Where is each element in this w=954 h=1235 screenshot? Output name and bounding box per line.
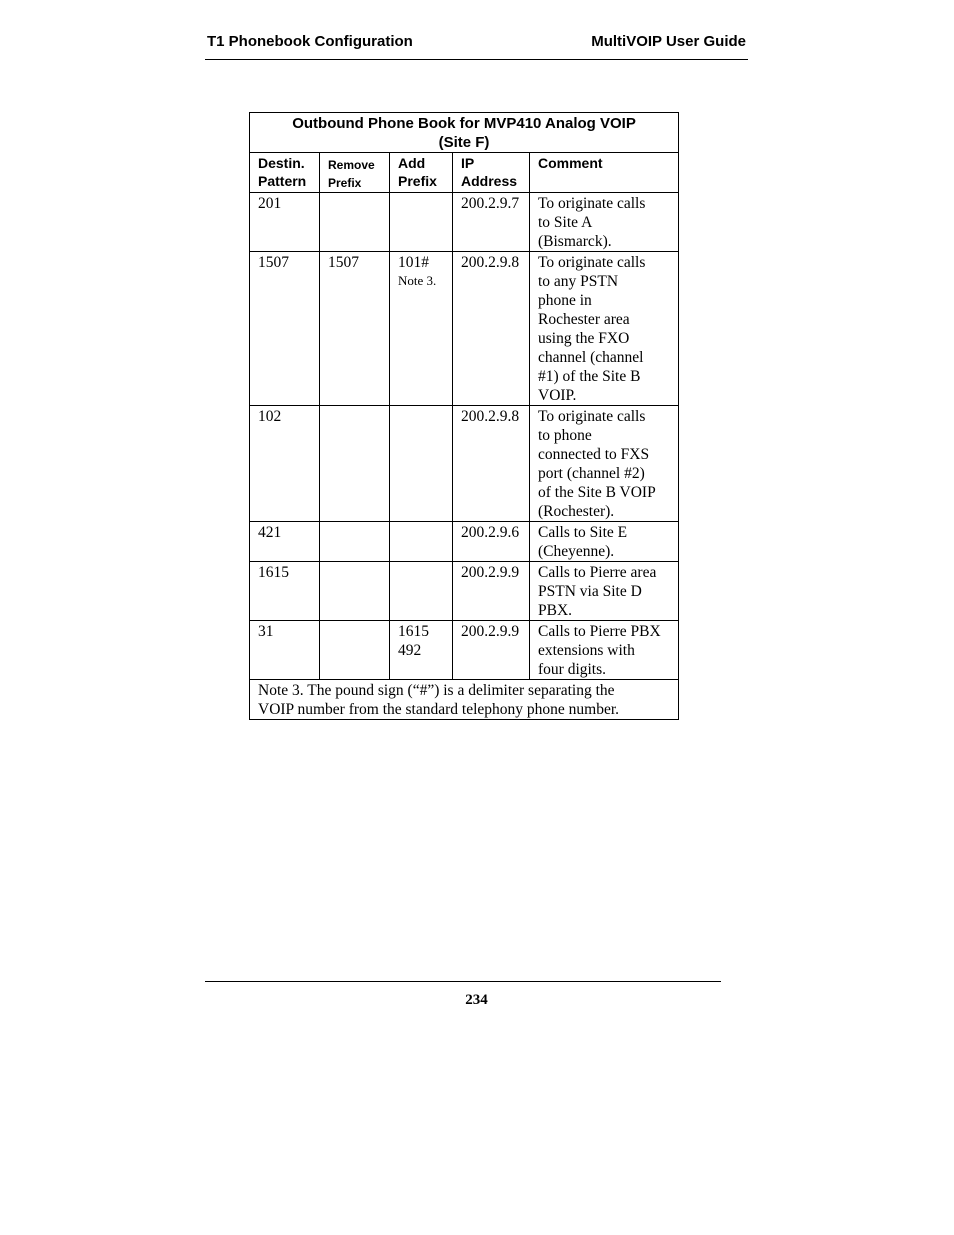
column-header-remove-prefix: Remove Prefix <box>320 153 390 193</box>
cell-ip: 200.2.9.9 <box>453 562 530 621</box>
cell-ip: 200.2.9.8 <box>453 252 530 406</box>
cell-ip: 200.2.9.9 <box>453 621 530 680</box>
note-reference: Note 3. <box>398 273 437 288</box>
cell-remove <box>320 193 390 252</box>
cell-ip: 200.2.9.7 <box>453 193 530 252</box>
cell-destin: 31 <box>250 621 320 680</box>
page-number: 234 <box>465 992 488 1008</box>
cell-remove <box>320 562 390 621</box>
table-row <box>250 562 679 621</box>
cell-destin: 421 <box>250 522 320 562</box>
cell-comment: Calls to Pierre PBX extensions with four digits. <box>530 621 679 680</box>
table-row <box>250 621 679 680</box>
cell-remove: 1507 <box>320 252 390 406</box>
cell-ip: 200.2.9.8 <box>453 406 530 522</box>
column-header-ip-address: IP Address <box>453 153 530 193</box>
table-title: Outbound Phone Book for MVP410 Analog VOIP (Site F) <box>250 113 679 153</box>
cell-destin: 102 <box>250 406 320 522</box>
table-row <box>250 252 679 406</box>
cell-remove <box>320 522 390 562</box>
column-header-comment: Comment <box>530 153 679 193</box>
cell-comment: Calls to Pierre area PSTN via Site D PBX. <box>530 562 679 621</box>
cell-add: 101# Note 3. <box>390 252 453 406</box>
cell-add <box>390 522 453 562</box>
cell-comment: To originate calls to Site A (Bismarck). <box>530 193 679 252</box>
cell-destin: 1615 <box>250 562 320 621</box>
table-header-row <box>250 153 679 193</box>
table-row <box>250 522 679 562</box>
cell-comment: To originate calls to phone connected to FXS port (channel #2) of the Site B VOIP (Rochester). <box>530 406 679 522</box>
table-footnote-row <box>250 680 679 720</box>
table-row <box>250 406 679 522</box>
cell-comment: Calls to Site E (Cheyenne). <box>530 522 679 562</box>
table-row <box>250 193 679 252</box>
outbound-phone-book-table <box>249 112 679 720</box>
cell-ip: 200.2.9.6 <box>453 522 530 562</box>
table-title-row <box>250 113 679 153</box>
table-footnote: Note 3. The pound sign (“#”) is a delimiter separating the VOIP number from the standard telephony phone number. <box>250 680 679 720</box>
cell-destin: 1507 <box>250 252 320 406</box>
cell-destin: 201 <box>250 193 320 252</box>
header-guide-title: MultiVOIP User Guide <box>591 33 746 50</box>
header-section-title: T1 Phonebook Configuration <box>207 33 413 50</box>
column-header-destin-pattern: Destin. Pattern <box>250 153 320 193</box>
footer-divider <box>205 981 721 982</box>
cell-remove <box>320 621 390 680</box>
cell-remove <box>320 406 390 522</box>
cell-add <box>390 562 453 621</box>
page-header <box>205 32 748 60</box>
column-header-add-prefix: Add Prefix <box>390 153 453 193</box>
cell-add <box>390 193 453 252</box>
cell-add: 1615 492 <box>390 621 453 680</box>
cell-comment: To originate calls to any PSTN phone in Rochester area using the FXO channel (channel #1) of the Site B VOIP. <box>530 252 679 406</box>
cell-add <box>390 406 453 522</box>
